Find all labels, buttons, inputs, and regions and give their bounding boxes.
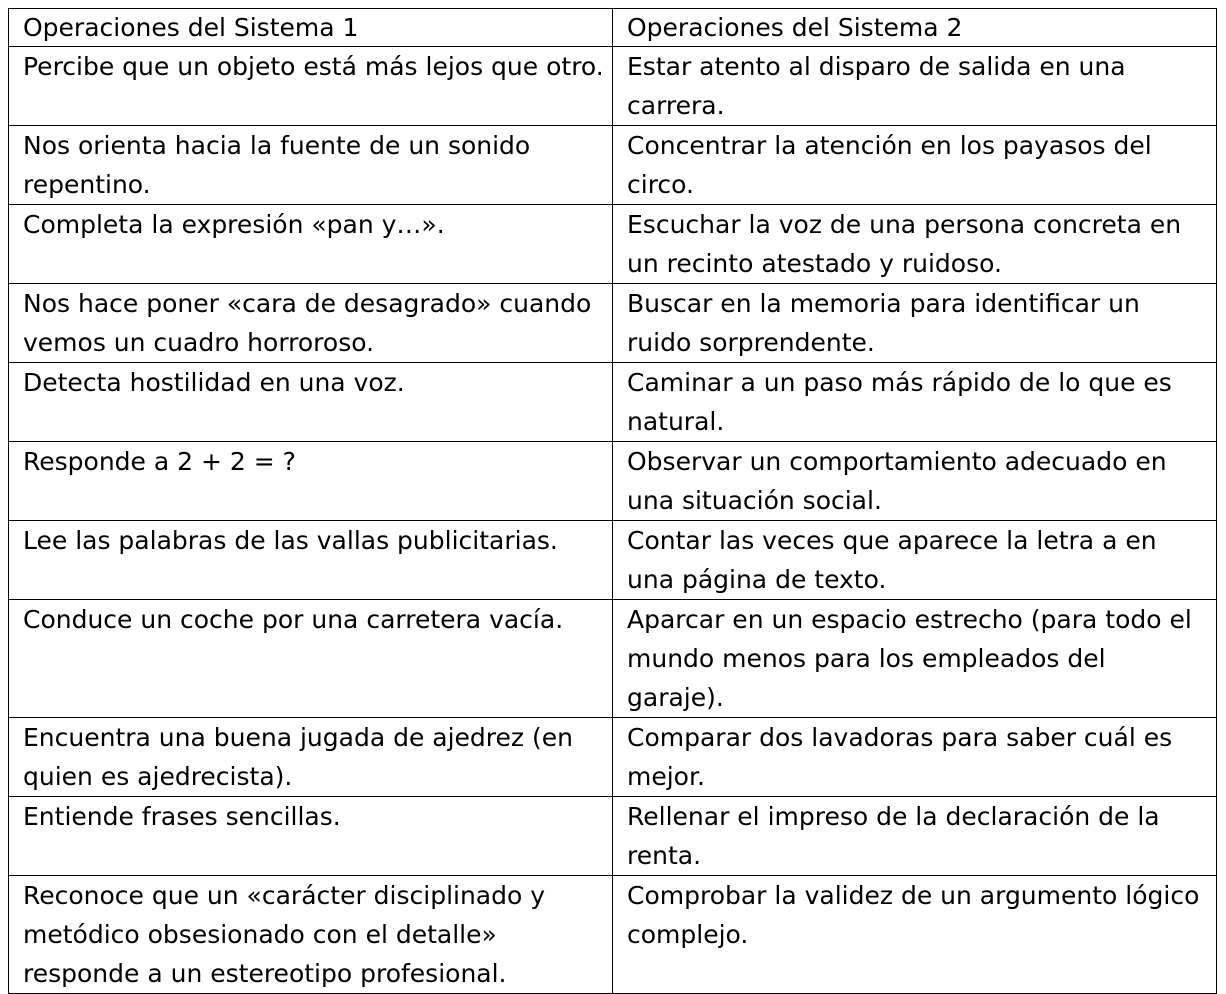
operations-table: [8, 8, 1217, 994]
table-row: [9, 600, 1217, 718]
header-cell-system-2: Operaciones del Sistema 2: [613, 9, 1217, 47]
system-2-cell: Aparcar en un espacio estrecho (para todo el mundo menos para los empleados del garaje).: [613, 600, 1217, 718]
table-row: [9, 718, 1217, 797]
table-row: [9, 876, 1217, 994]
table-row: [9, 47, 1217, 126]
system-1-cell: Reconoce que un «carácter disciplinado y metódico obsesionado con el detalle» responde a un estereotipo profesional.: [9, 876, 613, 994]
table-row: [9, 521, 1217, 600]
system-2-cell: Estar atento al disparo de salida en una carrera.: [613, 47, 1217, 126]
table-row: [9, 284, 1217, 363]
table-row: [9, 797, 1217, 876]
system-1-cell: Responde a 2 + 2 = ?: [9, 442, 613, 521]
system-1-cell: Conduce un coche por una carretera vacía.: [9, 600, 613, 718]
system-2-cell: Observar un comportamiento adecuado en una situación social.: [613, 442, 1217, 521]
system-2-cell: Escuchar la voz de una persona concreta en un recinto atestado y ruidoso.: [613, 205, 1217, 284]
header-cell-system-1: Operaciones del Sistema 1: [9, 9, 613, 47]
table-row: [9, 126, 1217, 205]
system-1-cell: Lee las palabras de las vallas publicitarias.: [9, 521, 613, 600]
system-1-cell: Detecta hostilidad en una voz.: [9, 363, 613, 442]
table-row: [9, 442, 1217, 521]
system-1-cell: Percibe que un objeto está más lejos que otro.: [9, 47, 613, 126]
system-1-cell: Nos hace poner «cara de desagrado» cuando vemos un cuadro horroroso.: [9, 284, 613, 363]
system-1-cell: Entiende frases sencillas.: [9, 797, 613, 876]
system-2-cell: Comparar dos lavadoras para saber cuál es mejor.: [613, 718, 1217, 797]
system-2-cell: Rellenar el impreso de la declaración de la renta.: [613, 797, 1217, 876]
table-row: [9, 205, 1217, 284]
system-2-cell: Concentrar la atención en los payasos del circo.: [613, 126, 1217, 205]
system-2-cell: Buscar en la memoria para identificar un ruido sorprendente.: [613, 284, 1217, 363]
system-2-cell: Caminar a un paso más rápido de lo que es natural.: [613, 363, 1217, 442]
system-1-cell: Encuentra una buena jugada de ajedrez (en quien es ajedrecista).: [9, 718, 613, 797]
system-1-cell: Completa la expresión «pan y…».: [9, 205, 613, 284]
table-header-row: [9, 9, 1217, 47]
table-row: [9, 363, 1217, 442]
system-2-cell: Contar las veces que aparece la letra a en una página de texto.: [613, 521, 1217, 600]
system-1-cell: Nos orienta hacia la fuente de un sonido repentino.: [9, 126, 613, 205]
system-2-cell: Comprobar la validez de un argumento lógico complejo.: [613, 876, 1217, 994]
